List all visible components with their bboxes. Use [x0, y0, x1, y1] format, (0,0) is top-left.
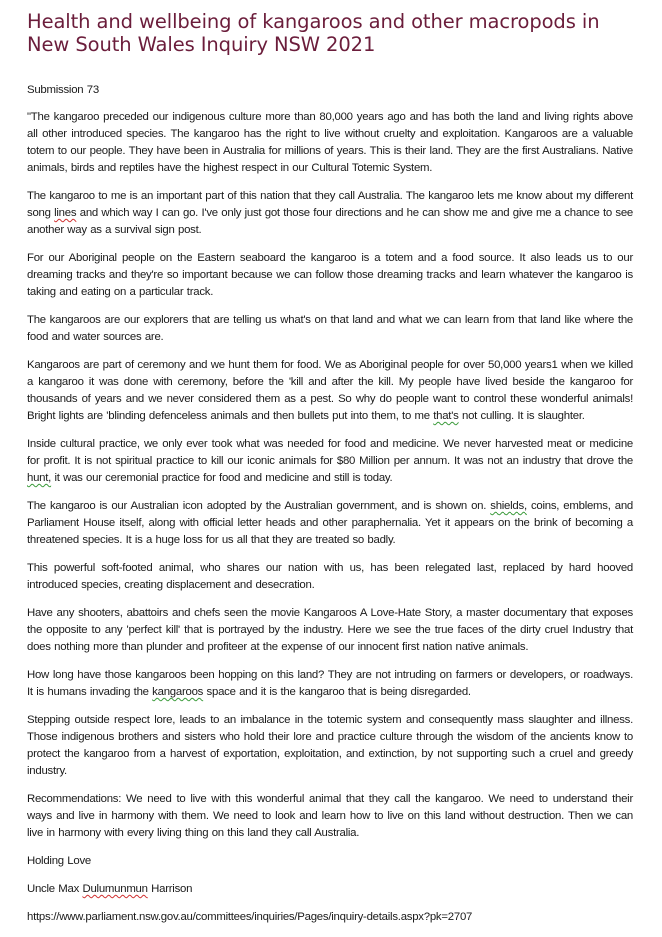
paragraph-7 [27, 498, 633, 549]
grammar-flag: that's [433, 410, 459, 422]
spelling-flag: lines [54, 207, 77, 219]
document-page [27, 10, 633, 937]
spelling-flag: Dulumunmun [82, 883, 148, 895]
document-title: Health and wellbeing of kangaroos and other macropods in New South Wales Inquiry NSW 2021 [27, 10, 600, 56]
grammar-flag: shields, [490, 500, 527, 512]
paragraph-text: The kangaroo is our Australian icon adopted by the Australian government, and is shown on. [27, 500, 491, 512]
paragraph-text: coins, emblems, and Parliament House itself, along with official letter heads and other paraphernalia. Yet it appears on the brink of becoming a threatened species. It is a huge loss for us all that they are treated so badly. [27, 500, 633, 546]
source-url[interactable]: https://www.parliament.nsw.gov.au/committees/inquiries/Pages/inquiry-details.aspx?pk=2707 [27, 911, 473, 923]
grammar-flag: kangaroos [152, 686, 204, 698]
paragraph-6 [27, 436, 633, 487]
paragraph-text: Inside cultural practice, we only ever took what was needed for food and medicine. We never harvested meat or medicine for profit. It is not spiritual practice to kill our iconic animals for $80 Million per annum. It was not an industry that drove the [27, 438, 633, 467]
paragraph-3: For our Aboriginal people on the Eastern seaboard the kangaroo is a totem and a food source. It also leads us to our dreaming tracks and they're so important because we can follow those dreaming tracks and learn whatever the kangaroo is taking and eating on a particular track. [27, 252, 633, 298]
signature-text: Harrison [147, 883, 193, 895]
paragraph-text: Kangaroos are part of ceremony and we hunt them for food. We as Aboriginal people for over 50,000 years1 when we killed a kangaroo it was done with ceremony, before the 'kill and after the kill. My people have lived beside the kangaroo for thousands of years and we never considered them as a pest. So why do people want to control these wonderful animals! Bright lights are 'blinding defenceless animals and then bullets put into them, to me [27, 359, 633, 422]
paragraph-10 [27, 667, 633, 701]
submission-number: Submission 73 [27, 84, 99, 96]
paragraph-4: The kangaroos are our explorers that are telling us what's on that land and what we can learn from that land like where the food and water sources are. [27, 314, 633, 343]
paragraph-recommendations: Recommendations: We need to live with this wonderful animal that they call the kangaroo. We need to understand their ways and live in harmony with them. We need to look and learn how to live on this land without destruction. Then we can live in harmony with every living thing on this land they call Australia. [27, 793, 633, 839]
paragraph-8: This powerful soft-footed animal, who shares our nation with us, has been relegated last, replaced by hard hooved introduced species, creating displacement and desecration. [27, 562, 633, 591]
paragraph-11: Stepping outside respect lore, leads to an imbalance in the totemic system and consequently mass slaughter and illness. Those indigenous brothers and sisters who hold their lore and practice culture through the wisdom of the ancients know to protect the kangaroo from a harvest of exportation, exploitation, and extinction, by not supporting such a cruel and greedy industry. [27, 714, 633, 777]
paragraph-text: not culling. It is slaughter. [458, 410, 585, 422]
signature [27, 881, 633, 898]
paragraph-2 [27, 188, 633, 239]
paragraph-text: space and it is the kangaroo that is being disregarded. [203, 686, 471, 698]
paragraph-text: The kangaroo to me is an important part of this nation that they call Australia. The kangaroo lets me know about my different song [27, 190, 633, 219]
paragraph-text: it was our ceremonial practice for food and medicine and still is today. [51, 472, 393, 484]
closing-line: Holding Love [27, 855, 91, 867]
paragraph-1: "The kangaroo preceded our indigenous culture more than 80,000 years ago and has both the land and living rights above all other introduced species. The kangaroo has the right to live without cruelty and exploitation. Kangaroos are a valuable totem to our people. They have been in Australia for millions of years. This is their land. They are the first Australians. Native animals, birds and reptiles have the highest respect in our Cultural Totemic System. [27, 111, 633, 174]
paragraph-5 [27, 357, 633, 425]
grammar-flag: hunt, [27, 472, 52, 484]
paragraph-text: How long have those kangaroos been hopping on this land? They are not intruding on farmers or developers, or roadways. It is humans invading the [27, 669, 633, 698]
paragraph-9: Have any shooters, abattoirs and chefs seen the movie Kangaroos A Love-Hate Story, a master documentary that exposes the opposite to any 'perfect kill' that is portrayed by the industry. Here we see the true faces of the dirty cruel Industry that does nothing more than plunder and profiteer at the expense of our innocent first nation native animals. [27, 607, 633, 653]
signature-text: Uncle Max [27, 883, 83, 895]
paragraph-text: and which way I can go. I've only just got those four directions and he can show me and give me a chance to see another way as a survival sign post. [27, 207, 633, 236]
